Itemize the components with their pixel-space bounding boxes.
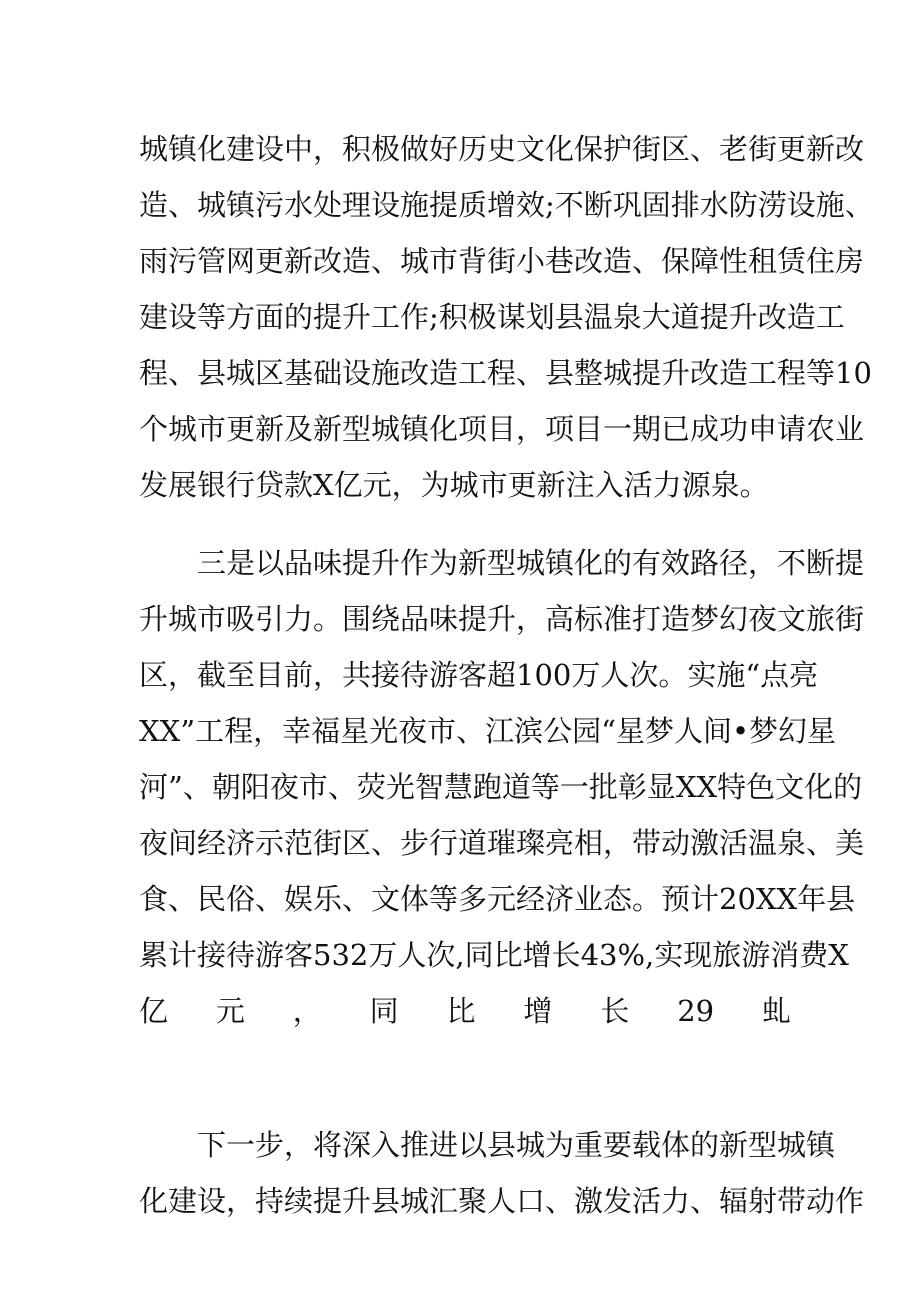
- text-line: 建设等方面的提升工作;积极谋划县温泉大道提升改造工: [139, 300, 845, 334]
- paragraph-gap: [139, 513, 791, 535]
- text-line: 食、民俗、娱乐、文体等多元经济业态。预计20XX年县: [139, 882, 856, 916]
- paragraph-1: [139, 121, 874, 513]
- text-line: [139, 1039, 791, 1095]
- text-line: 城镇化建设中，积极做好历史文化保护街区、老街更新改: [139, 132, 865, 166]
- text-line: XX”工程，幸福星光夜市、江滨公园“星梦人间•梦幻星: [139, 714, 837, 748]
- text-line: 造、城镇污水处理设施提质增效;不断巩固排水防涝设施、: [139, 188, 874, 222]
- text-line: 三是以品味提升作为新型城镇化的有效路径，不断提: [139, 546, 865, 580]
- text-line: 累计接待游客532万人次,同比增长43%,实现旅游消费X: [139, 938, 849, 972]
- text-line: 河”、朝阳夜市、荧光智慧跑道等一批彰显XX特色文化的: [139, 770, 863, 804]
- text-line: 发展银行贷款X亿元，为城市更新注入活力源泉。: [139, 468, 769, 502]
- paragraph-3: [139, 1117, 865, 1229]
- text-line: 程、县城区基础设施改造工程、县整城提升改造工程等10: [139, 356, 872, 390]
- paragraph-2: [139, 535, 865, 1095]
- text-line: 夜间经济示范街区、步行道璀璨亮相，带动激活温泉、美: [139, 826, 865, 860]
- text-line: 升城市吸引力。围绕品味提升，高标准打造梦幻夜文旅街: [139, 602, 865, 636]
- text-line: 亿元，同比增长29虬: [139, 994, 791, 1028]
- document-body: [139, 121, 874, 1229]
- text-line: 雨污管网更新改造、城市背街小巷改造、保障性租赁住房: [139, 244, 865, 278]
- paragraph-gap: [139, 1095, 791, 1117]
- text-line: 下一步，将深入推进以县城为重要载体的新型城镇: [139, 1128, 836, 1162]
- text-line: 化建设，持续提升县城汇聚人口、激发活力、辐射带动作: [139, 1184, 865, 1218]
- text-line: 区，截至目前，共接待游客超100万人次。实施“点亮: [139, 658, 819, 692]
- text-line: 个城市更新及新型城镇化项目，项目一期已成功申请农业: [139, 412, 865, 446]
